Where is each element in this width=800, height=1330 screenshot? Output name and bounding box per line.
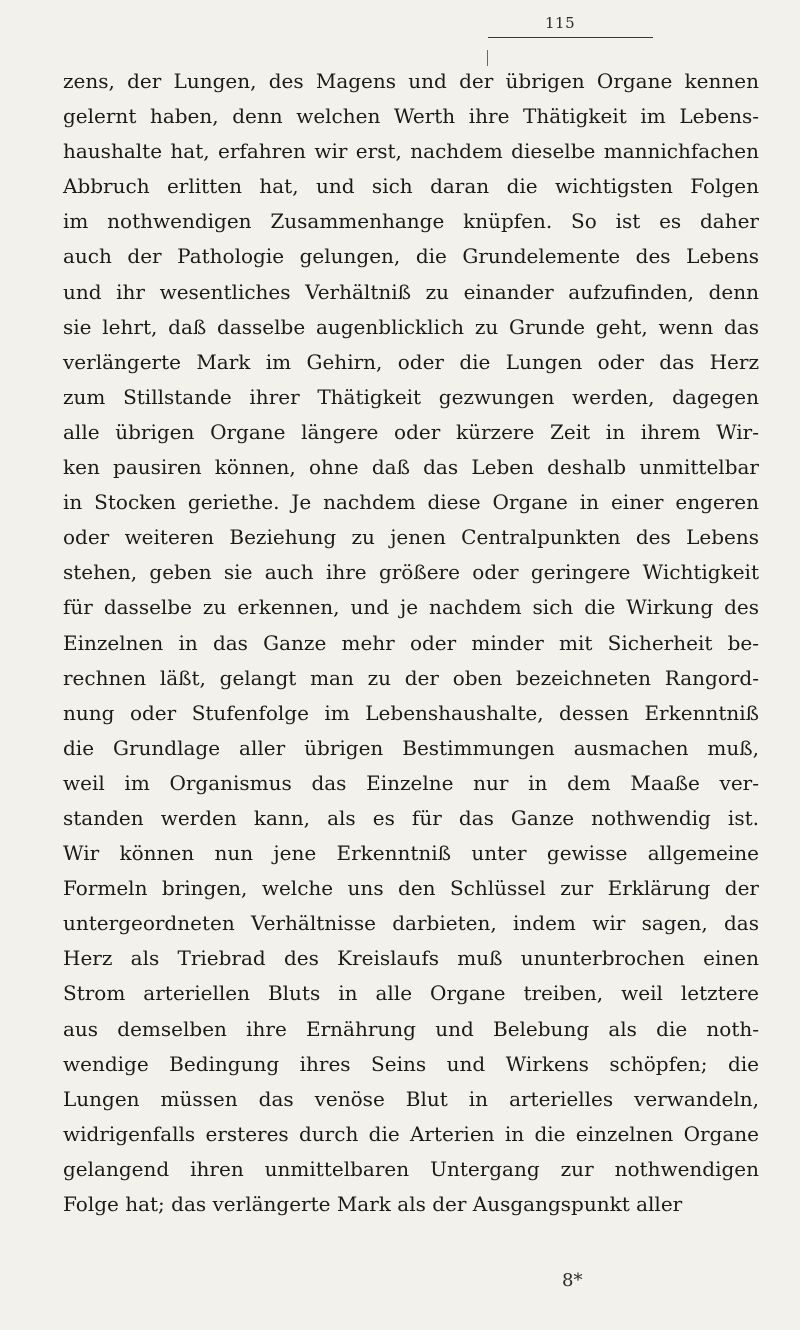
text-line: zens, der Lungen, des Magens und der übrigen Organe kennen <box>63 69 759 93</box>
text-line: Einzelnen in das Ganze mehr oder minder mit Sicherheit be- <box>63 630 759 655</box>
signature-mark: 8* <box>562 1270 583 1291</box>
text-line: Folge hat; das verlängerte Mark als der Ausgangspunkt aller <box>63 1192 683 1216</box>
text-line: Abbruch erlitten hat, und sich daran die wichtigsten Folgen <box>63 174 759 199</box>
text-line: die Grundlage aller übrigen Bestimmungen ausmachen muß, <box>63 735 759 760</box>
text-line: nung oder Stufenfolge im Lebenshaushalte, dessen Erkenntniß <box>63 700 759 725</box>
text-line: widrigenfalls ersteres durch die Arterien in die einzelnen Organe <box>63 1121 759 1146</box>
text-line: Strom arteriellen Bluts in alle Organe treiben, weil letztere <box>63 981 759 1006</box>
text-line: zum Stillstande ihrer Thätigkeit gezwungen werden, dagegen <box>63 384 759 409</box>
text-line: Formeln bringen, welche uns den Schlüssel zur Erklärung der <box>63 876 759 901</box>
text-line: in Stocken geriethe. Je nachdem diese Organe in einer engeren <box>63 490 759 515</box>
text-line: für dasselbe zu erkennen, und je nachdem sich die Wirkung des <box>63 595 759 620</box>
text-line: verlängerte Mark im Gehirn, oder die Lungen oder das Herz <box>63 349 759 374</box>
text-line: untergeordneten Verhältnisse darbieten, indem wir sagen, das <box>63 911 759 936</box>
text-line: weil im Organismus das Einzelne nur in dem Maaße ver- <box>63 770 759 795</box>
text-line: sie lehrt, daß dasselbe augenblicklich zu Grunde geht, wenn das <box>63 314 759 339</box>
text-line: auch der Pathologie gelungen, die Grundelemente des Lebens <box>63 244 759 269</box>
text-line: aus demselben ihre Ernährung und Belebung als die noth- <box>63 1016 759 1041</box>
text-line: im nothwendigen Zusammenhange knüpfen. So ist es daher <box>63 209 759 234</box>
text-line: gelernt haben, denn welchen Werth ihre Thätigkeit im Lebens- <box>63 104 759 129</box>
text-line: Wir können nun jene Erkenntniß unter gewisse allgemeine <box>63 841 759 866</box>
header-rule <box>488 37 653 38</box>
body-text <box>63 64 759 1222</box>
text-line: wendige Bedingung ihres Seins und Wirkens schöpfen; die <box>63 1051 759 1076</box>
text-line: oder weiteren Beziehung zu jenen Centralpunkten des Lebens <box>63 525 759 550</box>
text-line: alle übrigen Organe längere oder kürzere Zeit in ihrem Wir- <box>63 419 759 444</box>
text-line: und ihr wesentliches Verhältniß zu einander aufzufinden, denn <box>63 279 759 304</box>
text-line: standen werden kann, als es für das Ganze nothwendig ist. <box>63 805 759 830</box>
text-line: ken pausiren können, ohne daß das Leben deshalb unmittelbar <box>63 455 759 480</box>
text-line: rechnen läßt, gelangt man zu der oben bezeichneten Rangord- <box>63 665 759 690</box>
text-line: Herz als Triebrad des Kreislaufs muß ununterbrochen einen <box>63 946 759 971</box>
text-line: haushalte hat, erfahren wir erst, nachdem dieselbe mannichfachen <box>63 139 759 164</box>
text-line: gelangend ihren unmittelbaren Untergang zur nothwendigen <box>63 1156 759 1181</box>
text-line: stehen, geben sie auch ihre größere oder geringere Wichtigkeit <box>63 560 759 585</box>
page-number: 115 <box>545 14 576 32</box>
text-line: Lungen müssen das venöse Blut in arterielles verwandeln, <box>63 1086 759 1111</box>
